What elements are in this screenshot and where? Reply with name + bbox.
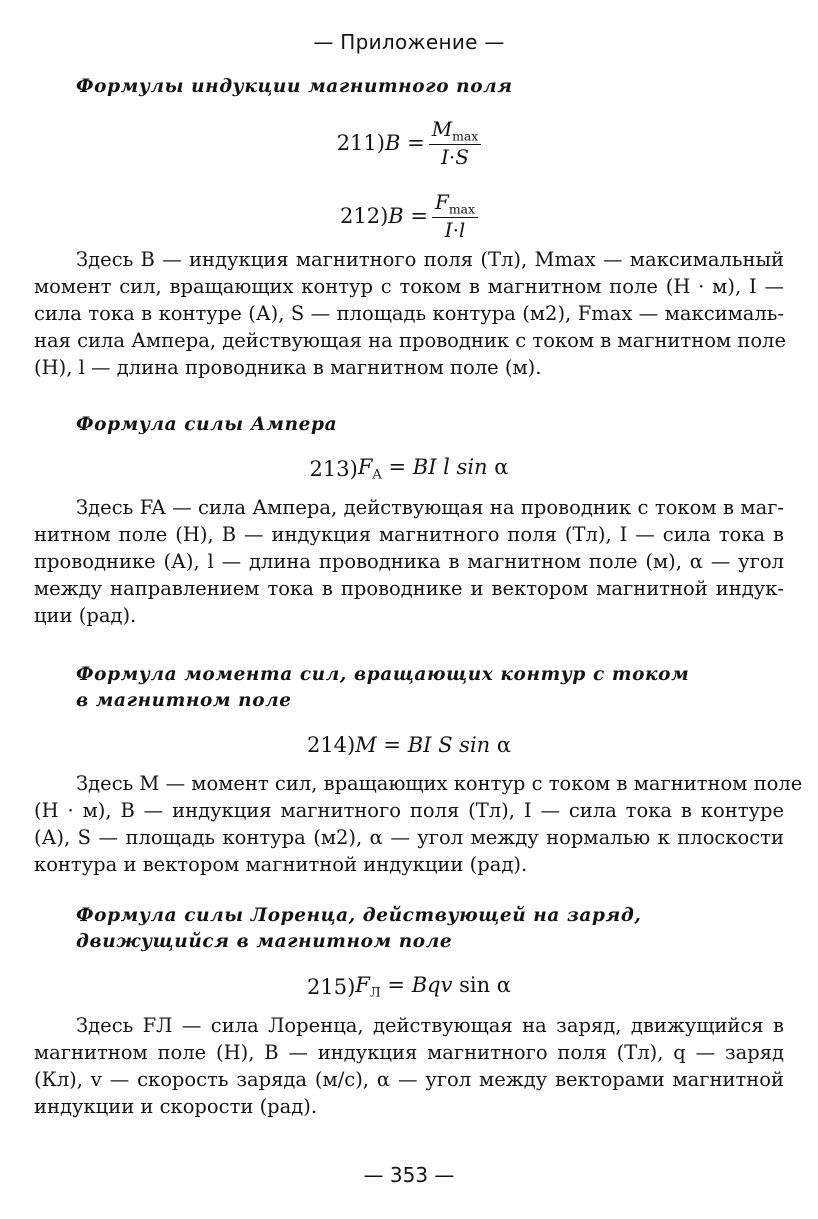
paragraph-line: Здесь B — индукция магнитного поля (Тл), Mmax — максимальный	[76, 248, 784, 271]
paragraph-line: магнитном поле (Н), B — индукция магнитного поля (Тл), q — заряд	[34, 1041, 784, 1064]
formula-212: 212) B = $\frac{F_{max}}{I\cdot l}$	[0, 187, 818, 245]
formula-212-lhs: B	[388, 204, 404, 228]
formula-214	[0, 730, 818, 760]
paragraph-line: ная сила Ампера, действующая на проводник с током в магнитном поле	[34, 329, 786, 352]
paragraph-line: (Кл), v — скорость заряда (м/с), α — угол между векторами магнитной	[34, 1068, 784, 1091]
paragraph-line: ции (рад).	[34, 604, 137, 627]
formula-211-fraction: $\frac{M_{max}}{I\cdot S}$	[429, 118, 482, 168]
heading-ampere: Формула силы Ампера	[76, 414, 338, 435]
heading-lorentz-line1: Формула силы Лоренца, действующей на заряд,	[76, 905, 642, 926]
paragraph-induction	[34, 246, 784, 381]
formula-211-prefix: 211)	[336, 131, 385, 155]
paragraph-line: Здесь M — момент сил, вращающих контур с током в магнитном поле	[76, 772, 803, 795]
page-number: — 353 —	[363, 1163, 455, 1187]
heading-induction: Формулы индукции магнитного поля	[76, 76, 513, 97]
heading-torque	[76, 662, 776, 714]
paragraph-lorentz	[34, 1012, 784, 1120]
formula-215-body: $F_Л$ = Bqv sin α	[355, 973, 511, 1001]
paragraph-line: контура и вектором магнитной индукции (рад).	[34, 853, 528, 876]
heading-torque-line1: Формула момента сил, вращающих контур с током	[76, 664, 690, 685]
paragraph-line: (Н · м), B — индукция магнитного поля (Тл), I — сила тока в контуре	[34, 799, 784, 822]
paragraph-line: (Н), l — длина проводника в магнитном поле (м).	[34, 356, 542, 379]
paragraph-line: (А), S — площадь контура (м2), α — угол между нормалью к плоскости	[34, 826, 784, 849]
formula-214-body: M = BI S sin α	[355, 733, 512, 757]
paragraph-torque	[34, 770, 803, 878]
heading-lorentz	[76, 903, 776, 955]
paragraph-line: Здесь FA — сила Ампера, действующая на проводник с током в маг-	[76, 496, 784, 519]
paragraph-line: нитном поле (Н), B — индукция магнитного поля (Тл), I — сила тока в	[34, 523, 784, 546]
paragraph-line: между направлением тока в проводнике и вектором магнитной индук-	[34, 577, 784, 600]
paragraph-line: момент сил, вращающих контур с током в магнитном поле (Н · м), I —	[34, 275, 784, 298]
heading-torque-line2: в магнитном поле	[76, 690, 292, 711]
formula-211-lhs: B	[384, 131, 401, 155]
formula-214-prefix: 214)	[306, 733, 356, 757]
heading-lorentz-line2: движущийся в магнитном поле	[76, 931, 453, 952]
paragraph-ampere	[34, 494, 784, 629]
formula-213	[0, 454, 818, 484]
formula-213-prefix: 213)	[309, 457, 358, 481]
formula-211: 211) B = $\frac{M_{max}}{I\cdot S}$	[0, 114, 818, 172]
paragraph-line: проводнике (А), l — длина проводника в магнитном поле (м), α — угол	[34, 550, 784, 573]
formula-213-body: $F_A$ = BI l sin α	[357, 455, 509, 483]
running-header: — Приложение —	[313, 30, 505, 54]
formula-215-prefix: 215)	[307, 975, 356, 999]
paragraph-line: индукции и скорости (рад).	[34, 1095, 318, 1118]
paragraph-line: Здесь FЛ — сила Лоренца, действующая на заряд, движущийся в	[76, 1014, 784, 1037]
paragraph-line: сила тока в контуре (А), S — площадь контура (м2), Fmax — максималь-	[34, 302, 784, 325]
formula-212-fraction: $\frac{F_{max}}{I\cdot l}$	[432, 191, 478, 241]
formula-215	[0, 972, 818, 1002]
formula-212-prefix: 212)	[339, 204, 389, 228]
